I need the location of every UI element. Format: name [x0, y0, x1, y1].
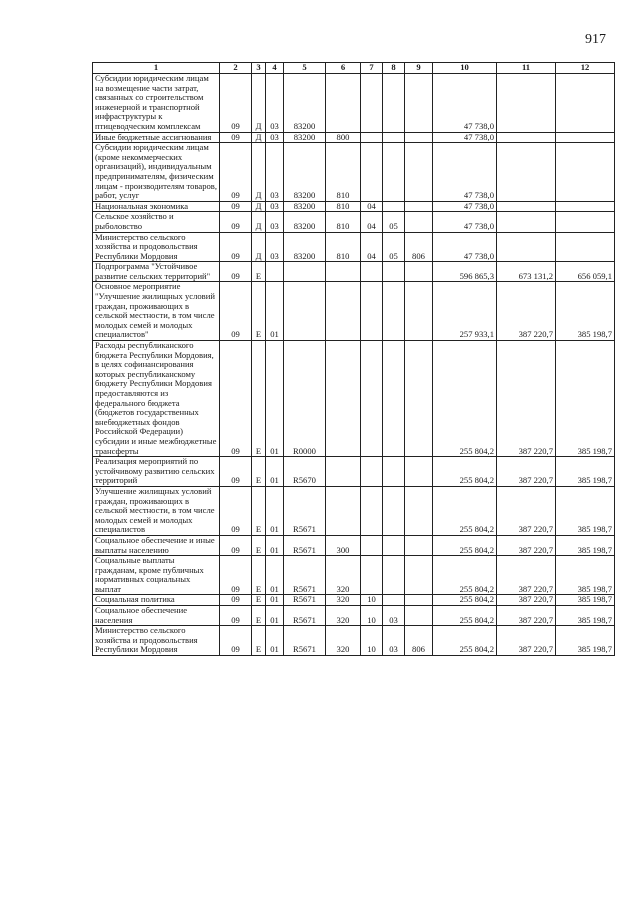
row-cell-col7: 10: [361, 606, 383, 626]
row-cell-col4: 01: [266, 626, 284, 656]
row-cell-col11: 387 220,7: [497, 535, 556, 555]
row-cell-col8: [383, 535, 405, 555]
row-cell-col10: 255 804,2: [433, 457, 497, 487]
row-cell-col7: [361, 535, 383, 555]
row-name-cell: Расходы республиканского бюджета Республики Мордовия, в целях софинансирования которых республиканскому бюджету Республики Мордовия предоставляются из федерального бюджета (бюджетов государственных внебюджетных фондов Российской Федерации) субсидии и иные межбюджетные трансферты: [93, 341, 220, 457]
table-row: [93, 212, 615, 232]
table-body: [93, 74, 615, 656]
row-cell-col5: 83200: [284, 74, 326, 133]
row-cell-col11: 387 220,7: [497, 341, 556, 457]
row-cell-col8: [383, 556, 405, 595]
row-cell-col12: 385 198,7: [556, 486, 615, 535]
table-row: [93, 606, 615, 626]
row-cell-col12: 385 198,7: [556, 606, 615, 626]
row-cell-col11: 387 220,7: [497, 486, 556, 535]
row-cell-col9: [405, 74, 433, 133]
row-cell-col9: [405, 341, 433, 457]
row-cell-col5: R5671: [284, 606, 326, 626]
row-cell-col7: 04: [361, 212, 383, 232]
row-cell-col7: [361, 556, 383, 595]
row-cell-col11: [497, 143, 556, 202]
row-cell-col8: [383, 143, 405, 202]
row-cell-col5: R5671: [284, 626, 326, 656]
row-cell-col12: 385 198,7: [556, 282, 615, 341]
row-cell-col4: 01: [266, 556, 284, 595]
row-cell-col7: [361, 282, 383, 341]
row-cell-col12: [556, 232, 615, 262]
row-cell-col3: Е: [252, 556, 266, 595]
row-cell-col2: 09: [220, 535, 252, 555]
row-name-cell: Субсидии юридическим лицам (кроме некоммерческих организаций), индивидуальным предпринимателям, физическим лицам - производителям товаров, работ, услуг: [93, 143, 220, 202]
row-cell-col12: 385 198,7: [556, 626, 615, 656]
row-cell-col4: 03: [266, 132, 284, 143]
row-cell-col4: 03: [266, 74, 284, 133]
row-cell-col4: 01: [266, 535, 284, 555]
header-row: [93, 63, 615, 74]
row-cell-col12: [556, 212, 615, 232]
row-cell-col6: 810: [326, 201, 361, 212]
table-row: [93, 232, 615, 262]
row-cell-col3: Д: [252, 212, 266, 232]
row-cell-col10: 255 804,2: [433, 486, 497, 535]
row-name-cell: Иные бюджетные ассигнования: [93, 132, 220, 143]
row-cell-col4: 03: [266, 212, 284, 232]
table-row: [93, 201, 615, 212]
row-cell-col10: 255 804,2: [433, 606, 497, 626]
row-cell-col7: [361, 341, 383, 457]
row-cell-col6: 810: [326, 143, 361, 202]
row-cell-col6: [326, 457, 361, 487]
row-cell-col5: R5671: [284, 556, 326, 595]
row-name-cell: Национальная экономика: [93, 201, 220, 212]
row-cell-col5: 83200: [284, 212, 326, 232]
row-cell-col3: Д: [252, 132, 266, 143]
row-cell-col9: [405, 212, 433, 232]
row-cell-col2: 09: [220, 626, 252, 656]
row-cell-col8: [383, 132, 405, 143]
row-cell-col10: 255 804,2: [433, 535, 497, 555]
row-name-cell: Улучшение жилищных условий граждан, проживающих в сельской местности, в том числе молодых семей и молодых специалистов: [93, 486, 220, 535]
row-cell-col4: 03: [266, 143, 284, 202]
row-cell-col6: [326, 486, 361, 535]
column-header: 6: [326, 63, 361, 74]
row-cell-col6: 320: [326, 556, 361, 595]
row-cell-col11: [497, 132, 556, 143]
table-row: [93, 595, 615, 606]
row-cell-col3: Е: [252, 457, 266, 487]
row-cell-col5: R5670: [284, 457, 326, 487]
row-cell-col5: [284, 262, 326, 282]
row-cell-col7: [361, 132, 383, 143]
row-cell-col3: Д: [252, 232, 266, 262]
row-cell-col4: 01: [266, 282, 284, 341]
row-cell-col6: 320: [326, 595, 361, 606]
row-cell-col11: 387 220,7: [497, 282, 556, 341]
column-header: 3: [252, 63, 266, 74]
row-cell-col7: [361, 74, 383, 133]
table-row: [93, 132, 615, 143]
row-cell-col6: 800: [326, 132, 361, 143]
row-cell-col6: [326, 282, 361, 341]
column-header: 7: [361, 63, 383, 74]
row-cell-col2: 09: [220, 606, 252, 626]
row-cell-col12: [556, 143, 615, 202]
column-header: 11: [497, 63, 556, 74]
row-cell-col3: Е: [252, 282, 266, 341]
row-cell-col7: 10: [361, 595, 383, 606]
row-cell-col12: [556, 74, 615, 133]
column-header: 12: [556, 63, 615, 74]
table-row: [93, 341, 615, 457]
row-cell-col4: 01: [266, 341, 284, 457]
row-cell-col11: 387 220,7: [497, 457, 556, 487]
row-cell-col7: [361, 457, 383, 487]
table-row: [93, 486, 615, 535]
row-cell-col11: [497, 232, 556, 262]
row-cell-col9: [405, 143, 433, 202]
row-cell-col5: 83200: [284, 143, 326, 202]
row-cell-col3: Д: [252, 143, 266, 202]
row-cell-col5: 83200: [284, 232, 326, 262]
row-cell-col12: 385 198,7: [556, 595, 615, 606]
row-cell-col9: [405, 535, 433, 555]
row-cell-col5: R5671: [284, 595, 326, 606]
row-cell-col6: 810: [326, 212, 361, 232]
row-cell-col2: 09: [220, 201, 252, 212]
row-cell-col2: 09: [220, 232, 252, 262]
table-row: [93, 282, 615, 341]
row-cell-col11: 387 220,7: [497, 626, 556, 656]
row-cell-col5: R0000: [284, 341, 326, 457]
row-cell-col5: 83200: [284, 132, 326, 143]
row-cell-col10: 257 933,1: [433, 282, 497, 341]
row-cell-col8: [383, 262, 405, 282]
row-cell-col7: 04: [361, 232, 383, 262]
row-cell-col4: 03: [266, 201, 284, 212]
table-row: [93, 143, 615, 202]
row-cell-col6: 300: [326, 535, 361, 555]
row-cell-col5: 83200: [284, 201, 326, 212]
row-cell-col2: 09: [220, 212, 252, 232]
row-cell-col10: 255 804,2: [433, 626, 497, 656]
row-cell-col4: 01: [266, 457, 284, 487]
row-name-cell: Социальное обеспечение населения: [93, 606, 220, 626]
row-cell-col4: 01: [266, 486, 284, 535]
row-cell-col3: Е: [252, 595, 266, 606]
row-cell-col11: 387 220,7: [497, 606, 556, 626]
row-name-cell: Подпрограмма "Устойчивое развитие сельских территорий": [93, 262, 220, 282]
row-name-cell: Реализация мероприятий по устойчивому развитию сельских территорий: [93, 457, 220, 487]
column-header: 10: [433, 63, 497, 74]
row-cell-col2: 09: [220, 556, 252, 595]
table-row: [93, 262, 615, 282]
row-cell-col10: 255 804,2: [433, 556, 497, 595]
row-name-cell: Сельское хозяйство и рыболовство: [93, 212, 220, 232]
row-cell-col12: 385 198,7: [556, 457, 615, 487]
row-cell-col6: [326, 74, 361, 133]
row-cell-col3: Д: [252, 74, 266, 133]
page-number: 917: [585, 32, 606, 47]
table-row: [93, 626, 615, 656]
row-cell-col5: R5671: [284, 486, 326, 535]
row-cell-col8: [383, 486, 405, 535]
row-cell-col10: 255 804,2: [433, 341, 497, 457]
budget-table: [92, 62, 615, 656]
row-cell-col8: [383, 341, 405, 457]
row-cell-col4: 03: [266, 232, 284, 262]
row-cell-col9: [405, 486, 433, 535]
row-cell-col9: [405, 201, 433, 212]
row-cell-col9: 806: [405, 626, 433, 656]
row-cell-col8: [383, 595, 405, 606]
row-cell-col11: [497, 212, 556, 232]
row-cell-col3: Е: [252, 535, 266, 555]
row-cell-col2: 09: [220, 132, 252, 143]
row-cell-col10: 47 738,0: [433, 201, 497, 212]
row-cell-col3: Е: [252, 486, 266, 535]
row-name-cell: Социальная политика: [93, 595, 220, 606]
row-cell-col3: Е: [252, 606, 266, 626]
row-cell-col10: 47 738,0: [433, 132, 497, 143]
row-cell-col10: 47 738,0: [433, 143, 497, 202]
row-cell-col4: 01: [266, 595, 284, 606]
row-cell-col10: 255 804,2: [433, 595, 497, 606]
row-cell-col10: 47 738,0: [433, 232, 497, 262]
row-cell-col2: 09: [220, 282, 252, 341]
row-name-cell: Министерство сельского хозяйства и продовольствия Республики Мордовия: [93, 626, 220, 656]
row-cell-col10: 596 865,3: [433, 262, 497, 282]
row-cell-col2: 09: [220, 262, 252, 282]
row-cell-col10: 47 738,0: [433, 74, 497, 133]
row-cell-col6: 810: [326, 232, 361, 262]
row-cell-col12: 385 198,7: [556, 535, 615, 555]
row-cell-col9: [405, 282, 433, 341]
row-cell-col5: R5671: [284, 535, 326, 555]
row-cell-col2: 09: [220, 74, 252, 133]
row-cell-col12: 385 198,7: [556, 341, 615, 457]
row-cell-col8: 03: [383, 606, 405, 626]
row-cell-col9: [405, 606, 433, 626]
row-cell-col8: 05: [383, 212, 405, 232]
row-cell-col6: [326, 341, 361, 457]
row-cell-col3: Е: [252, 341, 266, 457]
row-cell-col2: 09: [220, 341, 252, 457]
row-cell-col8: 03: [383, 626, 405, 656]
column-header: 2: [220, 63, 252, 74]
row-cell-col11: 387 220,7: [497, 556, 556, 595]
row-cell-col12: [556, 132, 615, 143]
table-row: [93, 556, 615, 595]
row-cell-col8: [383, 282, 405, 341]
row-cell-col11: 387 220,7: [497, 595, 556, 606]
row-cell-col9: [405, 595, 433, 606]
row-cell-col8: [383, 457, 405, 487]
row-cell-col11: [497, 74, 556, 133]
row-cell-col9: [405, 262, 433, 282]
row-cell-col12: 385 198,7: [556, 556, 615, 595]
column-header: 1: [93, 63, 220, 74]
row-cell-col8: 05: [383, 232, 405, 262]
row-cell-col11: [497, 201, 556, 212]
row-cell-col7: 04: [361, 201, 383, 212]
row-cell-col9: [405, 132, 433, 143]
row-name-cell: Министерство сельского хозяйства и продовольствия Республики Мордовия: [93, 232, 220, 262]
row-cell-col12: 656 059,1: [556, 262, 615, 282]
row-cell-col4: [266, 262, 284, 282]
row-cell-col7: [361, 143, 383, 202]
row-cell-col3: Е: [252, 262, 266, 282]
row-cell-col5: [284, 282, 326, 341]
table-row: [93, 535, 615, 555]
column-header: 8: [383, 63, 405, 74]
column-header: 4: [266, 63, 284, 74]
row-name-cell: Основное мероприятие "Улучшение жилищных условий граждан, проживающих в сельской местности, в том числе молодых семей и молодых специалистов": [93, 282, 220, 341]
row-cell-col4: 01: [266, 606, 284, 626]
row-cell-col9: [405, 556, 433, 595]
row-cell-col2: 09: [220, 143, 252, 202]
row-cell-col2: 09: [220, 457, 252, 487]
row-cell-col2: 09: [220, 595, 252, 606]
table-row: [93, 457, 615, 487]
row-cell-col7: [361, 262, 383, 282]
row-name-cell: Субсидии юридическим лицам на возмещение части затрат, связанных со строительством инженерной и транспортной инфраструктуры к птицеводческим комплексам: [93, 74, 220, 133]
row-cell-col3: Д: [252, 201, 266, 212]
row-name-cell: Социальные выплаты гражданам, кроме публичных нормативных социальных выплат: [93, 556, 220, 595]
row-cell-col11: 673 131,2: [497, 262, 556, 282]
column-header: 5: [284, 63, 326, 74]
row-name-cell: Социальное обеспечение и иные выплаты населению: [93, 535, 220, 555]
row-cell-col10: 47 738,0: [433, 212, 497, 232]
row-cell-col9: [405, 457, 433, 487]
row-cell-col6: [326, 262, 361, 282]
table-row: [93, 74, 615, 133]
row-cell-col9: 806: [405, 232, 433, 262]
row-cell-col7: [361, 486, 383, 535]
row-cell-col12: [556, 201, 615, 212]
row-cell-col3: Е: [252, 626, 266, 656]
row-cell-col8: [383, 74, 405, 133]
row-cell-col2: 09: [220, 486, 252, 535]
row-cell-col6: 320: [326, 626, 361, 656]
row-cell-col7: 10: [361, 626, 383, 656]
row-cell-col6: 320: [326, 606, 361, 626]
column-header: 9: [405, 63, 433, 74]
row-cell-col8: [383, 201, 405, 212]
